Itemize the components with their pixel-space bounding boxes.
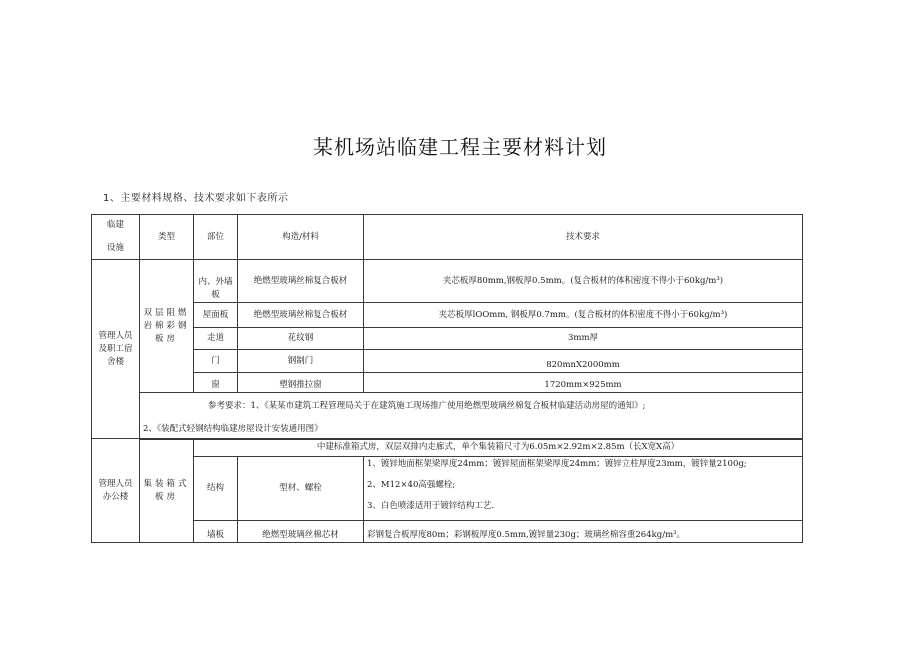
header-part: 部位 — [194, 215, 238, 260]
header-type: 类型 — [140, 215, 194, 260]
header-requirement: 技术要求 — [364, 215, 803, 260]
office-structure-part: 结构 — [194, 457, 238, 521]
table-row — [92, 350, 803, 373]
dormitory-part-2: 走道 — [194, 328, 238, 350]
table-row — [92, 521, 803, 543]
office-structure-item: 1、镀锌地面框架梁厚度24mm；镀锌屋面框架梁厚度24mm；镀锌立柱厚度23mm，镀锌量2100g; — [367, 459, 747, 469]
office-structure-item: 2、M12×40高强螺栓; — [367, 480, 456, 490]
dormitory-material-4: 塑钢推拉窗 — [238, 373, 364, 393]
dormitory-requirement-3: 820mnX2000mm — [364, 350, 803, 373]
office-structure-requirements — [364, 457, 803, 521]
table-header-row — [92, 215, 803, 260]
intro-text: 1、主要材料规格、技术要求如下表所示 — [103, 193, 289, 204]
materials-table — [91, 214, 803, 543]
dormitory-references-line2: 2、《装配式轻钢结构临建房屋设计安装通用图》 — [140, 421, 803, 439]
dormitory-part-3: 门 — [194, 350, 238, 373]
table-row — [92, 393, 803, 421]
dormitory-requirement-0: 夹芯板厚80mm,钢板厚0.5mm。(复合板材的体积密度不得小于60kg/m³) — [364, 260, 803, 303]
dormitory-material-1: 绝燃型玻璃丝棉复合板材 — [238, 303, 364, 328]
table-row — [92, 457, 803, 521]
office-facility-cell: 管理人员办公楼 — [92, 439, 140, 543]
office-wall-part: 墙板 — [194, 521, 238, 543]
dormitory-part-0: 内、外墙板 — [194, 260, 238, 303]
dormitory-material-2: 花纹钢 — [238, 328, 364, 350]
office-summary: 中建标准箱式房，双层双排内走廊式，单个集装箱尺寸为6.05m×2.92m×2.85m（长X宽X高） — [194, 439, 803, 457]
office-type-cell: 集装箱式板房 — [140, 439, 194, 543]
dormitory-material-3: 钢制门 — [238, 350, 364, 373]
table-row — [92, 303, 803, 328]
document-title: 某机场站临建工程主要材料计划 — [313, 135, 607, 159]
dormitory-facility-cell: 管理人员及职工宿舍楼 — [92, 260, 140, 439]
office-wall-material: 绝燃型玻璃丝棉芯材 — [238, 521, 364, 543]
dormitory-material-0: 绝燃型玻璃丝棉复合板材 — [238, 260, 364, 303]
dormitory-requirement-2: 3mm厚 — [364, 328, 803, 350]
office-structure-material: 型材、螺栓 — [238, 457, 364, 521]
header-facility-line1: 临建 — [106, 220, 124, 230]
dormitory-type-cell: 双层阻燃岩棉彩钢板房 — [140, 260, 194, 393]
dormitory-part-1: 屋面板 — [194, 303, 238, 328]
header-construction: 构造/材料 — [238, 215, 364, 260]
dormitory-requirement-1: 夹芯板厚lOOmm, 钢板厚0.7mm。(复合板材的体积密度不得小于60kg/m³) — [364, 303, 803, 328]
dormitory-part-4: 窗 — [194, 373, 238, 393]
header-facility — [92, 215, 140, 260]
table-row — [92, 421, 803, 439]
header-facility-line2: 设施 — [106, 243, 124, 253]
office-structure-item: 3、白色喷漆适用于镀锌结构工艺. — [367, 501, 495, 511]
table-row — [92, 260, 803, 303]
table-row — [92, 439, 803, 457]
table-row — [92, 328, 803, 350]
table-row — [92, 373, 803, 393]
dormitory-references-line1: 参考要求：1、《某某市建筑工程管理局关于在建筑施工现场推广使用绝燃型玻璃丝棉复合板材临建活动房屋的通知》; — [140, 393, 803, 421]
office-wall-requirement: 彩钢复合板厚度80m；彩钢板厚度0.5mm,镀锌量230g；玻璃丝棉容重264kg/m³。 — [364, 521, 803, 543]
dormitory-requirement-4: 1720mm×925mm — [364, 373, 803, 393]
